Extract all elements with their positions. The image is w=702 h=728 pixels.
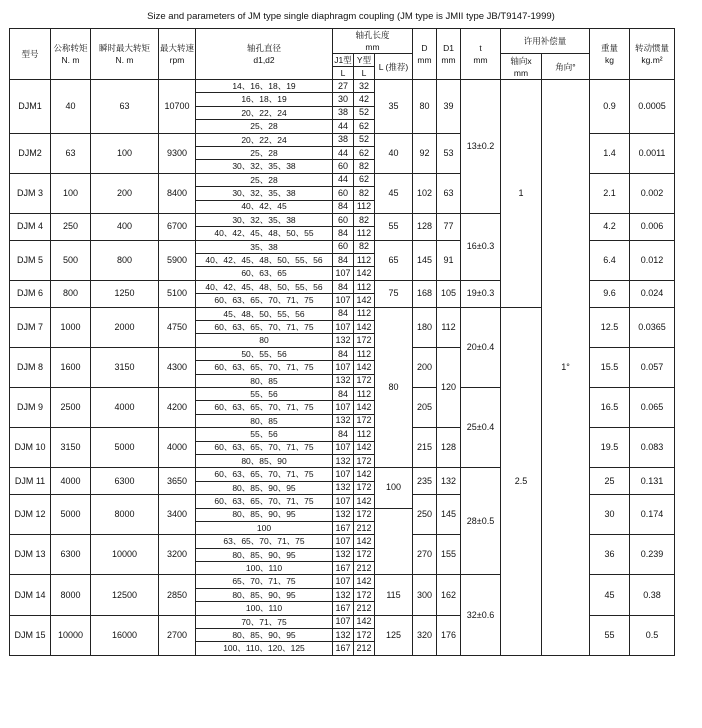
max-speed-cell: 9300 — [159, 133, 196, 173]
L-recommended-cell: 40 — [375, 133, 413, 173]
header-angular: 角向° — [542, 54, 590, 80]
bore-diameter-cell: 80、85、90 — [196, 454, 333, 467]
header-L-recommended: L (推荐) — [375, 54, 413, 80]
nominal-torque-cell: 500 — [51, 240, 91, 280]
nominal-torque-cell: 2500 — [51, 387, 91, 427]
D1-cell: 77 — [437, 213, 461, 240]
L-recommended-cell: 80 — [375, 307, 413, 468]
D1-cell: 155 — [437, 535, 461, 575]
D-cell: 270 — [413, 535, 437, 575]
L-recommended-cell: 75 — [375, 280, 413, 307]
header-bore-diameter: 轴孔直径 d1,d2 — [196, 29, 333, 80]
j1-length-cell: 84 — [333, 254, 354, 267]
bore-diameter-cell: 30、32、35、38 — [196, 187, 333, 200]
D1-cell: 120 — [437, 347, 461, 427]
header-shaft-length: 轴孔长度 mm — [333, 29, 413, 54]
y-length-cell: 112 — [354, 280, 375, 293]
j1-length-cell: 167 — [333, 562, 354, 575]
D-cell: 300 — [413, 575, 437, 615]
weight-cell: 25 — [590, 468, 630, 495]
bore-diameter-cell: 25、28 — [196, 146, 333, 159]
y-length-cell: 172 — [354, 454, 375, 467]
header-j1-type: J1型 — [334, 55, 352, 65]
L-recommended-cell: 115 — [375, 575, 413, 615]
D1-cell: 39 — [437, 80, 461, 134]
j1-length-cell: 167 — [333, 642, 354, 655]
y-length-cell: 112 — [354, 387, 375, 400]
D1-cell: 53 — [437, 133, 461, 173]
D-cell: 215 — [413, 428, 437, 468]
j1-length-cell: 132 — [333, 508, 354, 521]
D-cell: 205 — [413, 387, 437, 427]
y-length-cell: 142 — [354, 615, 375, 628]
y-length-cell: 82 — [354, 240, 375, 253]
y-length-cell: 212 — [354, 642, 375, 655]
header-compensation: 许用补偿量 — [501, 29, 590, 54]
inertia-cell: 0.002 — [630, 173, 675, 213]
L-recommended-cell: 125 — [375, 615, 413, 655]
bore-diameter-cell: 45、48、50、55、56 — [196, 307, 333, 320]
weight-cell: 16.5 — [590, 387, 630, 427]
inertia-cell: 0.006 — [630, 213, 675, 240]
max-speed-cell: 3200 — [159, 535, 196, 575]
D-cell: 180 — [413, 307, 437, 347]
bore-diameter-cell: 80、85、90、95 — [196, 588, 333, 601]
peak-torque-cell: 400 — [91, 213, 159, 240]
j1-length-cell: 44 — [333, 146, 354, 159]
nominal-torque-cell: 6300 — [51, 535, 91, 575]
nominal-torque-cell: 100 — [51, 173, 91, 213]
model-cell: DJM 11 — [10, 468, 51, 495]
nominal-torque-cell: 800 — [51, 280, 91, 307]
L-recommended-cell: 45 — [375, 173, 413, 213]
peak-torque-cell: 8000 — [91, 495, 159, 535]
coupling-parameter-table — [9, 28, 675, 656]
D-cell: 320 — [413, 615, 437, 655]
j1-length-cell: 107 — [333, 401, 354, 414]
y-length-cell: 212 — [354, 562, 375, 575]
D1-cell: 128 — [437, 428, 461, 468]
bore-diameter-cell: 40、42、45 — [196, 200, 333, 213]
t-cell: 20±0.4 — [461, 307, 501, 387]
j1-length-cell: 60 — [333, 160, 354, 173]
inertia-cell: 0.0365 — [630, 307, 675, 347]
bore-diameter-cell: 20、22、24 — [196, 106, 333, 119]
model-cell: DJM 10 — [10, 428, 51, 468]
nominal-torque-cell: 8000 — [51, 575, 91, 615]
y-length-cell: 142 — [354, 267, 375, 280]
peak-torque-cell: 63 — [91, 80, 159, 134]
j1-length-cell: 107 — [333, 441, 354, 454]
bore-diameter-cell: 60、63、65、70、71、75 — [196, 441, 333, 454]
angular-compensation-cell: 1° — [542, 80, 590, 656]
D1-cell: 132 — [437, 468, 461, 495]
nominal-torque-cell: 3150 — [51, 428, 91, 468]
L-recommended-cell: 65 — [375, 240, 413, 280]
model-cell: DJM2 — [10, 133, 51, 173]
peak-torque-cell: 100 — [91, 133, 159, 173]
D1-cell: 176 — [437, 615, 461, 655]
y-length-cell: 142 — [354, 441, 375, 454]
model-cell: DJM 13 — [10, 535, 51, 575]
y-length-cell: 172 — [354, 481, 375, 494]
peak-torque-cell: 200 — [91, 173, 159, 213]
table-row — [10, 80, 675, 93]
j1-length-cell: 38 — [333, 106, 354, 119]
y-length-cell: 142 — [354, 321, 375, 334]
nominal-torque-cell: 63 — [51, 133, 91, 173]
D-cell: 250 — [413, 495, 437, 535]
D1-cell: 112 — [437, 307, 461, 347]
bore-diameter-cell: 80 — [196, 334, 333, 347]
j1-length-cell: 107 — [333, 468, 354, 481]
max-speed-cell: 4200 — [159, 387, 196, 427]
y-length-cell: 212 — [354, 521, 375, 534]
y-length-cell: 172 — [354, 508, 375, 521]
y-length-cell: 52 — [354, 133, 375, 146]
bore-diameter-cell: 100、110、120、125 — [196, 642, 333, 655]
y-length-cell: 142 — [354, 468, 375, 481]
bore-diameter-cell: 16、18、19 — [196, 93, 333, 106]
max-speed-cell: 6700 — [159, 213, 196, 240]
max-speed-cell: 8400 — [159, 173, 196, 213]
y-length-cell: 112 — [354, 347, 375, 360]
bore-diameter-cell: 40、42、45、48、50、55、56 — [196, 280, 333, 293]
header-D: D mm — [413, 29, 437, 80]
D1-cell: 145 — [437, 495, 461, 535]
model-cell: DJM1 — [10, 80, 51, 134]
weight-cell: 0.9 — [590, 80, 630, 134]
t-cell: 32±0.6 — [461, 575, 501, 655]
header-t: t mm — [461, 29, 501, 80]
bore-diameter-cell: 60、63、65、70、71、75 — [196, 321, 333, 334]
inertia-cell: 0.239 — [630, 535, 675, 575]
nominal-torque-cell: 4000 — [51, 468, 91, 495]
max-speed-cell: 3650 — [159, 468, 196, 495]
j1-length-cell: 60 — [333, 240, 354, 253]
bore-diameter-cell: 100、110 — [196, 602, 333, 615]
model-cell: DJM 4 — [10, 213, 51, 240]
table-title: Size and parameters of JM type single diaphragm coupling (JM type is JMII type JB/T9147-1999) — [147, 11, 555, 22]
weight-cell: 2.1 — [590, 173, 630, 213]
j1-length-cell: 132 — [333, 548, 354, 561]
peak-torque-cell: 1250 — [91, 280, 159, 307]
y-length-cell: 172 — [354, 629, 375, 642]
peak-torque-cell: 2000 — [91, 307, 159, 347]
bore-diameter-cell: 60、63、65、70、71、75 — [196, 401, 333, 414]
axial-compensation-cell: 1 — [501, 80, 542, 308]
header-j1-L: L — [333, 67, 354, 80]
inertia-cell: 0.38 — [630, 575, 675, 615]
max-speed-cell: 2850 — [159, 575, 196, 615]
j1-length-cell: 84 — [333, 387, 354, 400]
y-length-cell: 62 — [354, 146, 375, 159]
j1-length-cell: 132 — [333, 374, 354, 387]
weight-cell: 19.5 — [590, 428, 630, 468]
header-weight: 重量 kg — [590, 29, 630, 80]
nominal-torque-cell: 5000 — [51, 495, 91, 535]
weight-cell: 12.5 — [590, 307, 630, 347]
peak-torque-cell: 12500 — [91, 575, 159, 615]
bore-diameter-cell: 25、28 — [196, 173, 333, 186]
inertia-cell: 0.083 — [630, 428, 675, 468]
header-max-speed: 最大转速 rpm — [159, 29, 196, 80]
model-cell: DJM 9 — [10, 387, 51, 427]
j1-length-cell: 107 — [333, 575, 354, 588]
inertia-cell: 0.0005 — [630, 80, 675, 134]
model-cell: DJM 12 — [10, 495, 51, 535]
j1-length-cell: 30 — [333, 93, 354, 106]
L-recommended-cell: 100 — [375, 468, 413, 508]
inertia-cell: 0.0011 — [630, 133, 675, 173]
header-inertia: 转动惯量 kg.m² — [630, 29, 675, 80]
peak-torque-cell: 10000 — [91, 535, 159, 575]
y-length-cell: 62 — [354, 173, 375, 186]
y-length-cell: 172 — [354, 334, 375, 347]
nominal-torque-cell: 40 — [51, 80, 91, 134]
y-length-cell: 82 — [354, 160, 375, 173]
y-length-cell: 142 — [354, 401, 375, 414]
L-recommended-cell: 55 — [375, 213, 413, 240]
weight-cell: 4.2 — [590, 213, 630, 240]
weight-cell: 1.4 — [590, 133, 630, 173]
nominal-torque-cell: 10000 — [51, 615, 91, 655]
D-cell: 80 — [413, 80, 437, 134]
y-length-cell: 82 — [354, 213, 375, 226]
peak-torque-cell: 6300 — [91, 468, 159, 495]
D1-cell: 162 — [437, 575, 461, 615]
header-y-L: L — [354, 67, 375, 80]
D1-cell: 63 — [437, 173, 461, 213]
weight-cell: 36 — [590, 535, 630, 575]
D1-cell: 105 — [437, 280, 461, 307]
bore-diameter-cell: 80、85、90、95 — [196, 548, 333, 561]
y-length-cell: 142 — [354, 361, 375, 374]
D1-cell: 91 — [437, 240, 461, 280]
inertia-cell: 0.5 — [630, 615, 675, 655]
model-cell: DJM 7 — [10, 307, 51, 347]
y-length-cell: 112 — [354, 428, 375, 441]
model-cell: DJM 6 — [10, 280, 51, 307]
peak-torque-cell: 4000 — [91, 387, 159, 427]
peak-torque-cell: 800 — [91, 240, 159, 280]
t-cell: 13±0.2 — [461, 80, 501, 214]
bore-diameter-cell: 60、63、65、70、71、75 — [196, 495, 333, 508]
bore-diameter-cell: 100、110 — [196, 562, 333, 575]
nominal-torque-cell: 250 — [51, 213, 91, 240]
peak-torque-cell: 3150 — [91, 347, 159, 387]
peak-torque-cell: 16000 — [91, 615, 159, 655]
y-length-cell: 142 — [354, 495, 375, 508]
y-length-cell: 112 — [354, 227, 375, 240]
weight-cell: 15.5 — [590, 347, 630, 387]
max-speed-cell: 4000 — [159, 428, 196, 468]
model-cell: DJM 3 — [10, 173, 51, 213]
bore-diameter-cell: 40、42、45、48、50、55 — [196, 227, 333, 240]
bore-diameter-cell: 80、85 — [196, 414, 333, 427]
bore-diameter-cell: 60、63、65、70、71、75 — [196, 361, 333, 374]
y-length-cell: 212 — [354, 602, 375, 615]
j1-length-cell: 84 — [333, 280, 354, 293]
j1-length-cell: 132 — [333, 414, 354, 427]
weight-cell: 45 — [590, 575, 630, 615]
D-cell: 235 — [413, 468, 437, 495]
j1-length-cell: 107 — [333, 321, 354, 334]
max-speed-cell: 10700 — [159, 80, 196, 134]
j1-length-cell: 84 — [333, 227, 354, 240]
weight-cell: 55 — [590, 615, 630, 655]
max-speed-cell: 2700 — [159, 615, 196, 655]
j1-length-cell: 60 — [333, 213, 354, 226]
inertia-cell: 0.174 — [630, 495, 675, 535]
L-recommended-cell: 35 — [375, 80, 413, 134]
bore-diameter-cell: 35、38 — [196, 240, 333, 253]
bore-diameter-cell: 50、55、56 — [196, 347, 333, 360]
bore-diameter-cell: 60、63、65 — [196, 267, 333, 280]
y-length-cell: 42 — [354, 93, 375, 106]
y-length-cell: 142 — [354, 575, 375, 588]
j1-length-cell: 132 — [333, 454, 354, 467]
weight-cell: 6.4 — [590, 240, 630, 280]
bore-diameter-cell: 14、16、18、19 — [196, 80, 333, 93]
y-length-cell: 112 — [354, 200, 375, 213]
y-length-cell: 82 — [354, 187, 375, 200]
peak-torque-cell: 5000 — [91, 428, 159, 468]
model-cell: DJM 5 — [10, 240, 51, 280]
nominal-torque-cell: 1000 — [51, 307, 91, 347]
j1-length-cell: 60 — [333, 187, 354, 200]
y-length-cell: 172 — [354, 588, 375, 601]
bore-diameter-cell: 80、85、90、95 — [196, 629, 333, 642]
max-speed-cell: 3400 — [159, 495, 196, 535]
j1-length-cell: 107 — [333, 361, 354, 374]
j1-length-cell: 107 — [333, 267, 354, 280]
j1-length-cell: 107 — [333, 535, 354, 548]
L-recommended-cell — [375, 508, 413, 575]
y-length-cell: 172 — [354, 548, 375, 561]
j1-length-cell: 44 — [333, 173, 354, 186]
bore-diameter-cell: 30、32、35、38 — [196, 160, 333, 173]
D-cell: 145 — [413, 240, 437, 280]
inertia-cell: 0.131 — [630, 468, 675, 495]
bore-diameter-cell: 70、71、75 — [196, 615, 333, 628]
inertia-cell: 0.057 — [630, 347, 675, 387]
axial-compensation-cell: 2.5 — [501, 307, 542, 655]
bore-diameter-cell: 25、28 — [196, 120, 333, 133]
j1-length-cell: 84 — [333, 347, 354, 360]
j1-length-cell: 27 — [333, 80, 354, 93]
y-length-cell: 112 — [354, 254, 375, 267]
header-y-type: Y型 — [354, 54, 375, 67]
bore-diameter-cell: 55、56 — [196, 428, 333, 441]
weight-cell: 9.6 — [590, 280, 630, 307]
max-speed-cell: 4300 — [159, 347, 196, 387]
header-model: 型号 — [10, 29, 51, 80]
bore-diameter-cell: 63、65、70、71、75 — [196, 535, 333, 548]
j1-length-cell: 107 — [333, 294, 354, 307]
y-length-cell: 52 — [354, 106, 375, 119]
bore-diameter-cell: 20、22、24 — [196, 133, 333, 146]
y-length-cell: 172 — [354, 374, 375, 387]
j1-length-cell: 132 — [333, 588, 354, 601]
y-length-cell: 62 — [354, 120, 375, 133]
j1-length-cell: 132 — [333, 334, 354, 347]
header-D1: D1 mm — [437, 29, 461, 80]
j1-length-cell: 167 — [333, 521, 354, 534]
bore-diameter-cell: 80、85、90、95 — [196, 481, 333, 494]
j1-length-cell: 107 — [333, 615, 354, 628]
D-cell: 92 — [413, 133, 437, 173]
nominal-torque-cell: 1600 — [51, 347, 91, 387]
model-cell: DJM 8 — [10, 347, 51, 387]
inertia-cell: 0.012 — [630, 240, 675, 280]
bore-diameter-cell: 30、32、35、38 — [196, 213, 333, 226]
D-cell: 168 — [413, 280, 437, 307]
max-speed-cell: 5900 — [159, 240, 196, 280]
j1-length-cell: 167 — [333, 602, 354, 615]
header-peak-torque: 瞬时最大转矩 N. m — [91, 29, 159, 80]
t-cell: 16±0.3 — [461, 213, 501, 280]
j1-length-cell: 44 — [333, 120, 354, 133]
j1-length-cell: 132 — [333, 629, 354, 642]
j1-length-cell: 84 — [333, 428, 354, 441]
bore-diameter-cell: 80、85、90、95 — [196, 508, 333, 521]
model-cell: DJM 14 — [10, 575, 51, 615]
j1-length-cell: 38 — [333, 133, 354, 146]
D-cell: 128 — [413, 213, 437, 240]
y-length-cell: 112 — [354, 307, 375, 320]
inertia-cell: 0.065 — [630, 387, 675, 427]
j1-length-cell: 84 — [333, 307, 354, 320]
D-cell: 200 — [413, 347, 437, 387]
max-speed-cell: 4750 — [159, 307, 196, 347]
y-length-cell: 172 — [354, 414, 375, 427]
y-length-cell: 32 — [354, 80, 375, 93]
t-cell: 19±0.3 — [461, 280, 501, 307]
bore-diameter-cell: 80、85 — [196, 374, 333, 387]
weight-cell: 30 — [590, 495, 630, 535]
j1-length-cell: 84 — [333, 200, 354, 213]
bore-diameter-cell: 65、70、71、75 — [196, 575, 333, 588]
t-cell: 25±0.4 — [461, 387, 501, 467]
model-cell: DJM 15 — [10, 615, 51, 655]
y-length-cell: 142 — [354, 294, 375, 307]
inertia-cell: 0.024 — [630, 280, 675, 307]
t-cell: 28±0.5 — [461, 468, 501, 575]
bore-diameter-cell: 100 — [196, 521, 333, 534]
j1-length-cell: 132 — [333, 481, 354, 494]
y-length-cell: 142 — [354, 535, 375, 548]
bore-diameter-cell: 60、63、65、70、71、75 — [196, 468, 333, 481]
bore-diameter-cell: 55、56 — [196, 387, 333, 400]
j1-length-cell: 107 — [333, 495, 354, 508]
header-axial: 轴向x mm — [501, 54, 542, 80]
bore-diameter-cell: 40、42、45、48、50、55、56 — [196, 254, 333, 267]
D-cell: 102 — [413, 173, 437, 213]
bore-diameter-cell: 60、63、65、70、71、75 — [196, 294, 333, 307]
max-speed-cell: 5100 — [159, 280, 196, 307]
header-nominal-torque: 公称转矩 N. m — [51, 29, 91, 80]
